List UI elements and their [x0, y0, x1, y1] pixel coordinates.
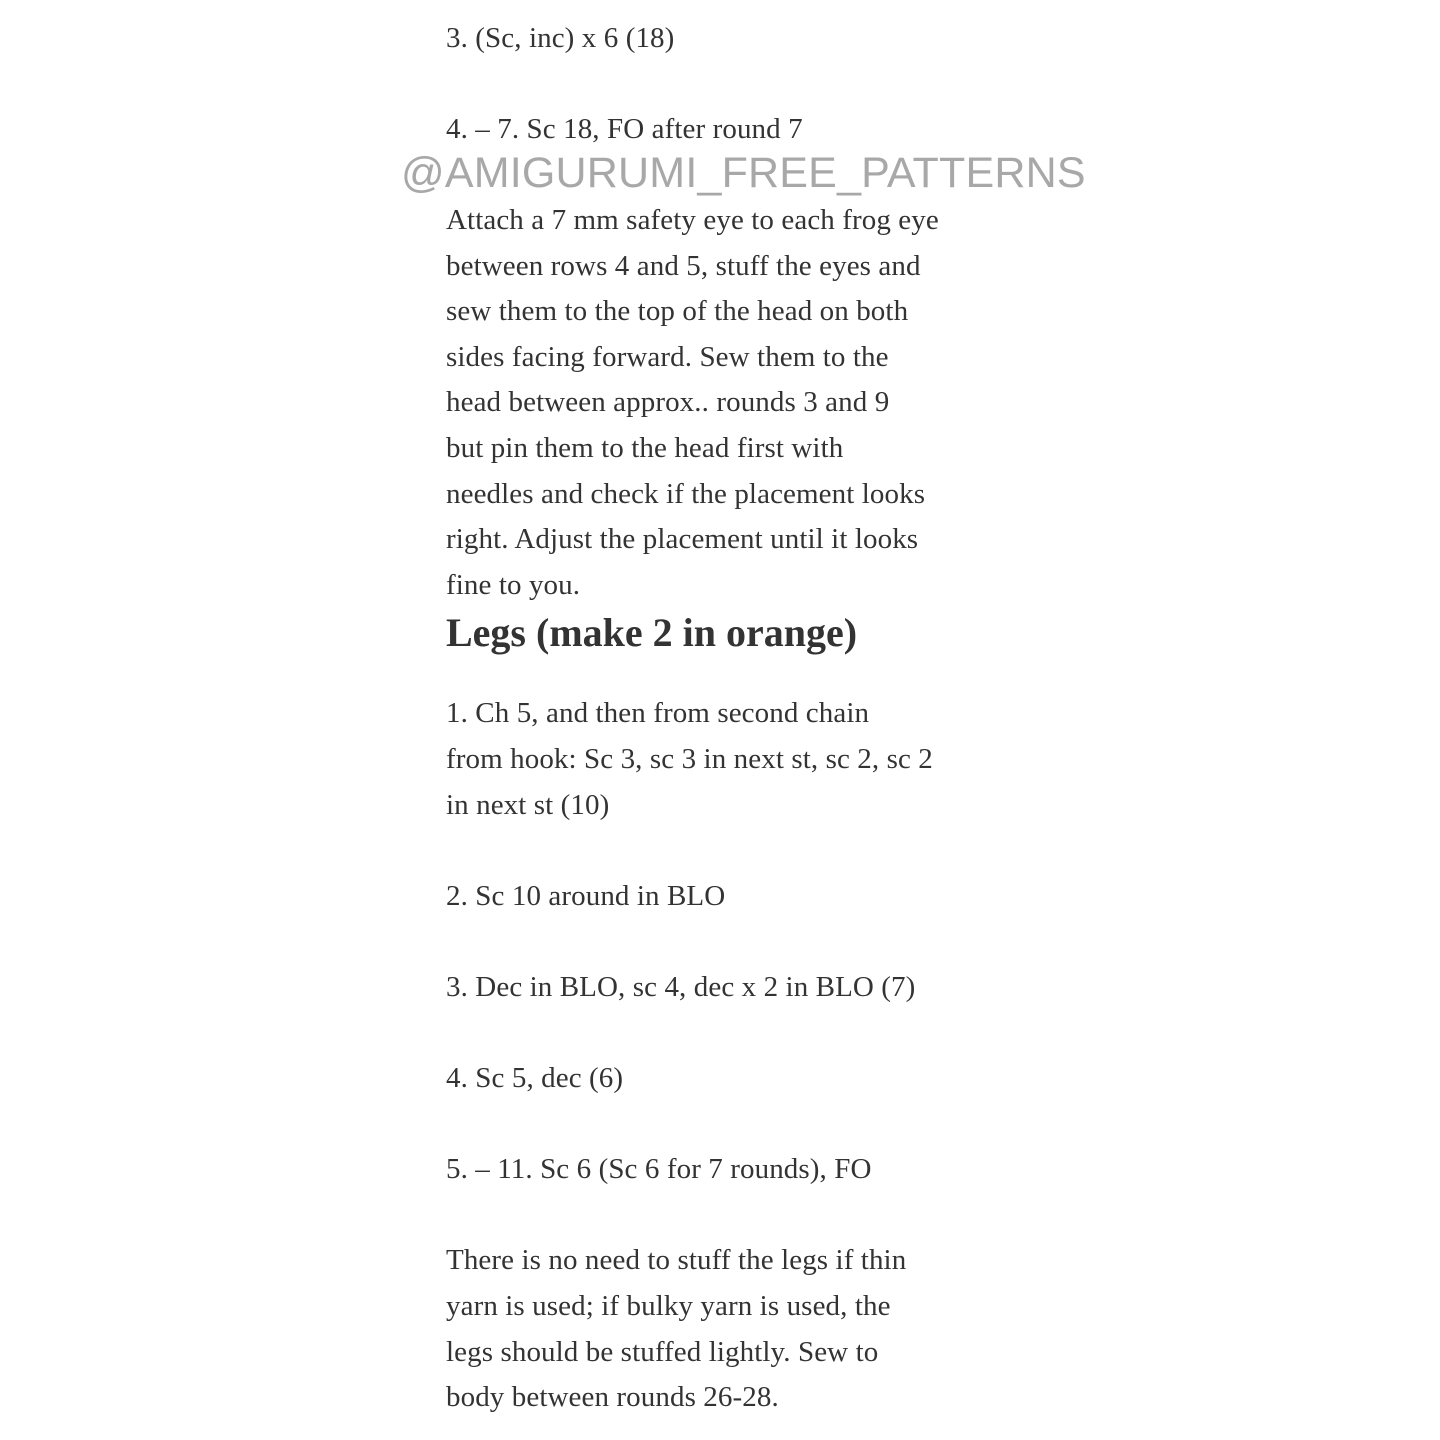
- legs-heading: Legs (make 2 in orange): [446, 610, 858, 655]
- eye-instructions-line: sew them to the top of the head on both: [446, 295, 909, 327]
- watermark-text: @AMIGURUMI_FREE_PATTERNS: [401, 149, 1086, 197]
- eye-instructions-line: Attach a 7 mm safety eye to each frog eye: [446, 204, 939, 236]
- legs-round-4: 4. Sc 5, dec (6): [446, 1062, 624, 1094]
- eye-instructions-line: right. Adjust the placement until it looks: [446, 523, 919, 555]
- eye-instructions-line: but pin them to the head first with: [446, 432, 844, 464]
- legs-note-line: legs should be stuffed lightly. Sew to: [446, 1336, 879, 1368]
- legs-note-line: body between rounds 26-28.: [446, 1381, 779, 1413]
- eye-round-4-7: 4. – 7. Sc 18, FO after round 7: [446, 113, 803, 145]
- legs-round-1-line: 1. Ch 5, and then from second chain: [446, 697, 870, 729]
- legs-round-2: 2. Sc 10 around in BLO: [446, 880, 726, 912]
- eye-instructions-line: fine to you.: [446, 569, 581, 601]
- legs-note-line: There is no need to stuff the legs if thin: [446, 1244, 907, 1276]
- legs-round-1-line: from hook: Sc 3, sc 3 in next st, sc 2, sc 2: [446, 743, 933, 775]
- legs-round-5-11: 5. – 11. Sc 6 (Sc 6 for 7 rounds), FO: [446, 1153, 872, 1185]
- eye-instructions-line: needles and check if the placement looks: [446, 478, 926, 510]
- legs-note-line: yarn is used; if bulky yarn is used, the: [446, 1290, 891, 1322]
- eye-instructions-line: between rows 4 and 5, stuff the eyes and: [446, 250, 921, 282]
- legs-round-1-line: in next st (10): [446, 789, 610, 821]
- eye-instructions-line: sides facing forward. Sew them to the: [446, 341, 889, 373]
- eye-instructions-line: head between approx.. rounds 3 and 9: [446, 386, 890, 418]
- eye-round-3: 3. (Sc, inc) x 6 (18): [446, 22, 675, 54]
- legs-round-3: 3. Dec in BLO, sc 4, dec x 2 in BLO (7): [446, 971, 916, 1003]
